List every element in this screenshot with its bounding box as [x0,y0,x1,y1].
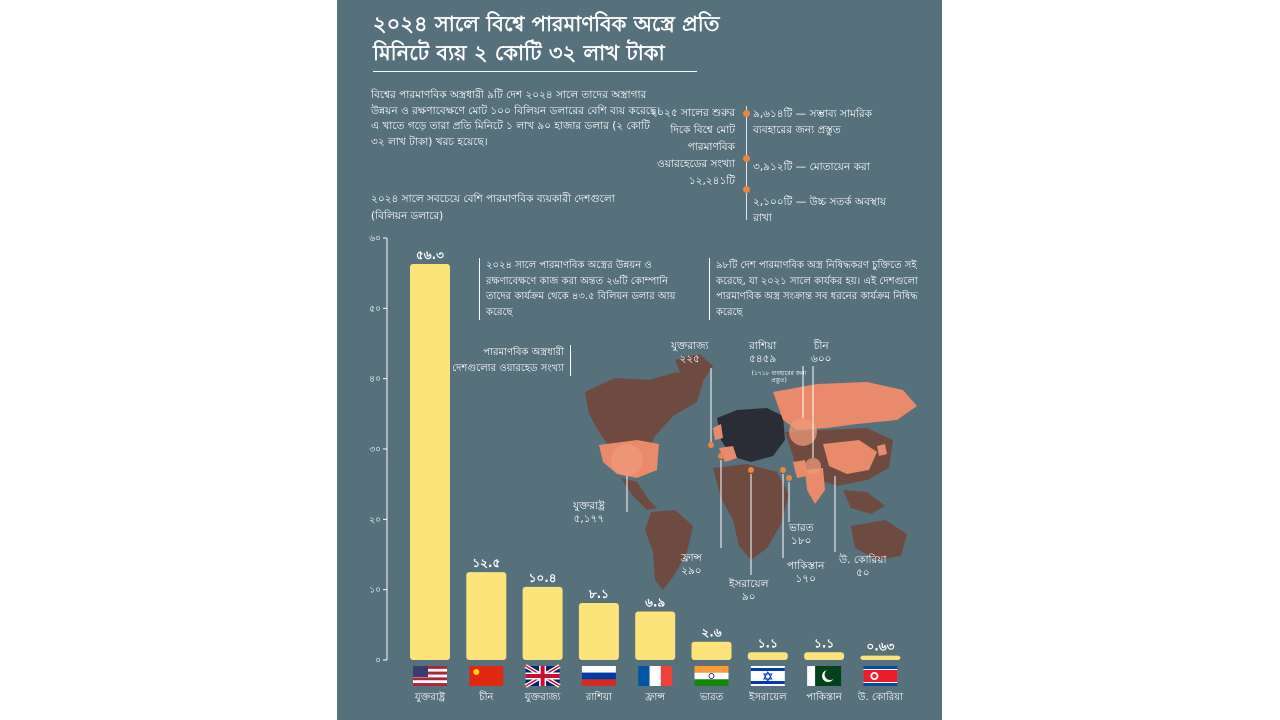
chart-title: ২০২৪ সালে সবচেয়ে বেশি পারমাণবিক ব্যয়কারী দেশগুলো (বিলিয়ন ডলারে) [371,193,615,222]
y-tick-label: ১০ [369,585,381,596]
map-label-france-count: ২৯০ [681,565,702,577]
category-label: যুক্তরাজ্য [524,692,561,703]
bar [466,572,506,660]
bar-value-label: ১.১ [757,636,778,651]
map-uk-marker [708,442,714,448]
map-israel-marker [748,467,754,473]
y-tick-label: ৬০ [369,234,381,244]
bar [804,652,844,660]
category-label: ভারত [699,692,724,703]
bar [523,587,563,660]
category-label: যুক্তরাষ্ট্র [414,692,446,703]
map-label-nkorea-count: ৫০ [855,567,870,579]
y-tick-label: ৩০ [369,445,381,455]
map-label-russia-note: (১৭১৮ ব্যবহারের জন্য প্রস্তুত) [751,370,807,384]
annotation-treaty: ৯৮টি দেশ পারমাণবিক অস্ত্র নিষিদ্ধকরণ চুক্তিতে সই করেছে, যা ২০২১ সালে কার্যকর হয়। এই দেশগুলো পারমাণবিক অস্ত্র সংক্রান্ত সব ধরনের কার্যক্রম নিষিদ্ধ করেছে [709,258,931,320]
map-label-usa [573,500,605,526]
map-label-israel [729,578,768,604]
map-label-india-name: ভারত [789,522,814,534]
map-label-india [789,522,814,548]
y-tick-label: ৪০ [369,374,381,385]
map-label-pakistan-count: ১৭০ [795,573,816,585]
bar-chart [337,0,942,720]
warhead-item-ready: ৯,৬১৪টি — সম্ভাব্য সামরিক ব্যবহারের জন্য প্রস্তুত [753,108,872,136]
map-pakistan-marker [780,467,786,473]
bar [635,611,675,660]
map-label-russia-name: রাশিয়া [749,340,777,352]
map-label-uk-name: যুক্তরাজ্য [671,340,709,352]
warhead-item-deployed: ৩,৯১২টি — মোতায়েন করা [753,161,870,173]
category-label: রাশিয়া [585,692,612,703]
map-label-usa-count: ৫,১৭৭ [573,513,605,525]
infographic-panel [337,0,942,720]
bar [860,656,900,660]
map-china-marker [805,458,821,474]
bar-value-label: ৫৬.৩ [416,248,444,263]
title-line-1: ২০২৪ সালে বিশ্বে পারমাণবিক অস্ত্রে প্রতি [373,12,720,36]
map-pakistan [793,460,807,478]
annotation-companies: ২০২৪ সালে পারমাণবিক অস্ত্রের উন্নয়ন ও রক্ষণাবেক্ষণে কাজ করা অন্তত ২৬টি কোম্পানি তাদের কার্যক্রম থেকে ৪৩.৫ বিলিয়ন ডলার আয় করেছে [479,258,691,320]
map-india-marker [786,475,792,481]
warhead-total-label: ২০২৫ সালের শুরুর দিকে বিশ্বে মোট পারমাণবিক ওয়ারহেডের সংখ্যা ১২,২৪১টি [650,107,735,187]
map-label-india-count: ১৮০ [791,535,812,547]
map-label-france-name: ফ্রান্স [681,552,702,564]
bar-value-label: ১২.৫ [472,556,501,571]
map-label-nkorea [839,554,887,580]
category-label: উ. কোরিয়া [857,692,904,703]
y-tick-label: ৫০ [369,304,381,315]
map-label-russia [749,340,776,366]
flag-pakistan-icon [807,666,841,686]
category-label: ফ্রান্স [645,692,666,703]
bar [579,603,619,660]
map-label-china [811,340,831,366]
flag-usa-icon [413,666,447,686]
flag-france-icon [638,666,672,686]
map-label-israel-name: ইসরায়েল [729,578,769,590]
category-label: ইসরায়েল [749,692,787,703]
flag-china-icon [469,666,503,686]
bar [410,264,450,660]
map-label-china-name: চীন [813,340,829,352]
bar [692,642,732,660]
map-label-china-count: ৬০০ [811,353,832,365]
map-central-america [621,478,657,510]
map-label-pakistan-name: পাকিস্তান [787,560,825,572]
map-label-russia-count: ৫৪৫৯ [749,353,777,365]
flags [413,666,904,703]
title-line-2: মিনিটে ব্যয় ২ কোটি ৩২ লাখ টাকা [373,41,665,65]
bar-value-label: ১০.৪ [528,570,557,585]
y-axis [369,234,387,666]
map-label-france [681,552,702,578]
map-label-israel-count: ৯০ [741,591,756,603]
map-south-america [645,510,693,590]
map-label-usa-name: যুক্তরাষ্ট্র [573,500,605,512]
category-label: পাকিস্তান [806,692,842,703]
flag-north-korea-icon [863,666,897,686]
map-label-uk [671,340,709,366]
flag-israel-icon [751,666,785,686]
warhead-item-alert: ২,১০০টি — উচ্চ সতর্ক অবস্থায় রাখা [753,196,887,224]
flag-uk-icon [526,666,560,686]
annotation-map-title: পারমাণবিক অস্ত্রধারী দেশগুলোর ওয়ারহেড সংখ্যা [439,345,571,376]
map-label-pakistan [787,560,824,586]
bar-value-label: ১.১ [814,636,835,651]
y-tick-label: ০ [375,656,381,666]
bar [748,652,788,660]
map-label-nkorea-name: উ. কোরিয়া [839,554,887,566]
map-label-uk-count: ২২৫ [679,353,700,365]
map-usa-marker [611,444,643,476]
map-france-marker [718,453,724,459]
y-tick-label: ২০ [369,515,381,526]
intro-paragraph: বিশ্বের পারমাণবিক অস্ত্রধারী ৯টি দেশ ২০২৪ সালে তাদের অস্ত্রাগার উন্নয়ন ও রক্ষণাবেক্ষণে মোট ১০০ বিলিয়ন ডলারের বেশি ব্যয় করেছে। এ খাতে গড়ে তারা প্রতি মিনিটে ১ লাখ ৯০ হাজার ডলার (২ কোটি ৩২ লাখ টাকা) খরচ হয়েছে। [371,89,661,148]
flag-russia-icon [582,666,616,686]
bar-value-label: ৬.৯ [645,595,666,610]
flag-india-icon [695,666,729,686]
bar-value-label: ৮.১ [588,587,609,602]
map-southeast-asia [843,490,885,514]
bar-value-label: ২.৬ [701,625,722,640]
bar-value-label: ০.৬৩ [866,639,895,654]
category-label: চীন [479,692,494,703]
